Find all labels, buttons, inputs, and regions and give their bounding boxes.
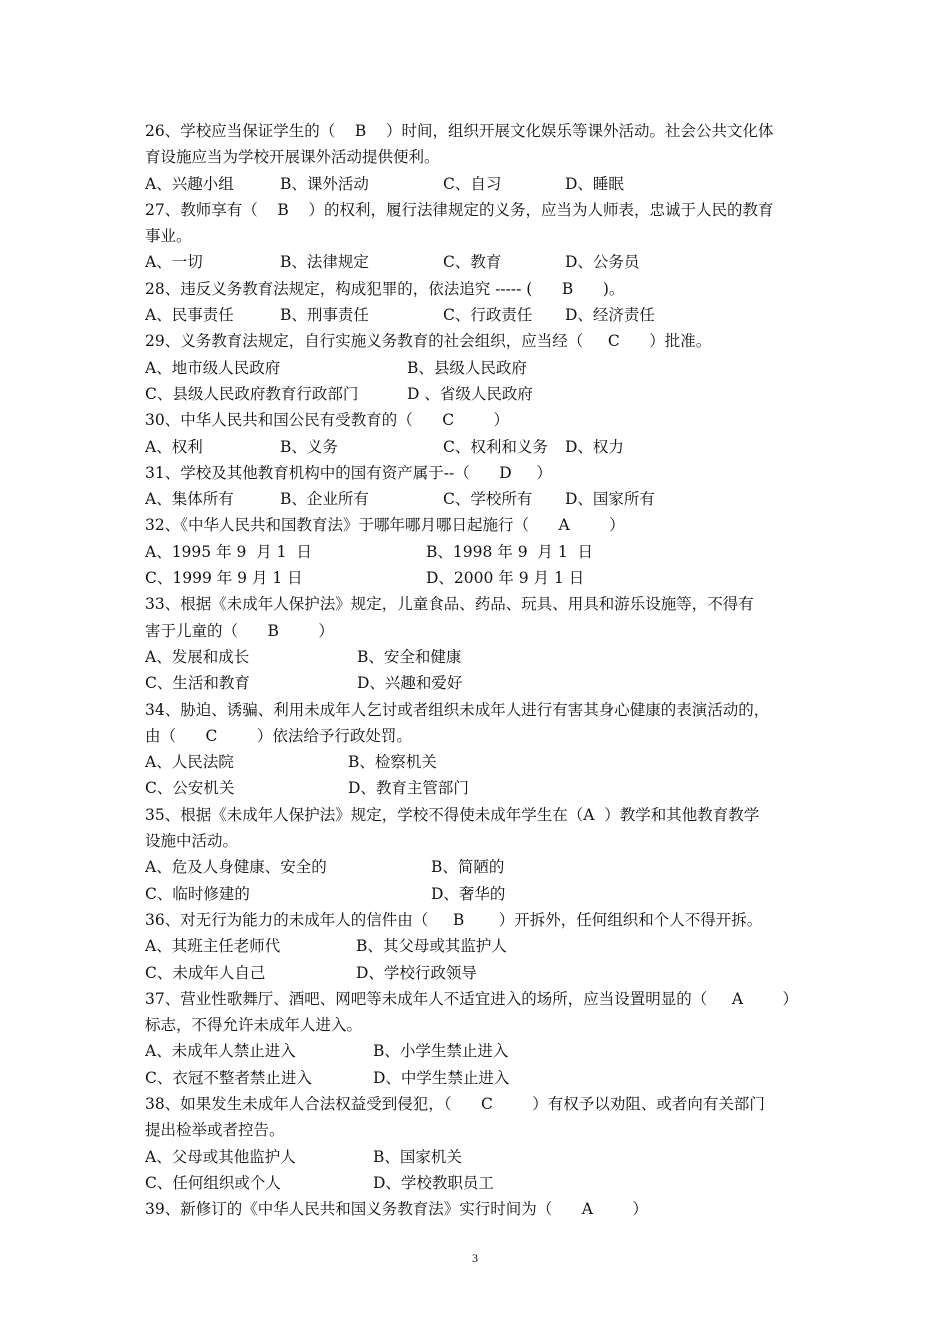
answer-option: B、其父母或其监护人: [356, 937, 507, 956]
question-stem: 33、根据《未成年人保护法》规定，儿童食品、药品、玩具、用具和游乐设施等，不得有: [145, 595, 754, 614]
answer-option: A、集体所有: [145, 490, 234, 509]
answer-option: D、学校行政领导: [356, 963, 477, 982]
answer-option: C、县级人民政府教育行政部门: [145, 384, 359, 403]
question-stem-continued: 设施中活动。: [145, 832, 239, 851]
answer-option: A、发展和成长: [145, 647, 250, 666]
question-stem-continued: 由（ C ）依法给予行政处罚。: [145, 726, 412, 745]
answer-option: D、权力: [565, 437, 624, 456]
question-stem: 31、学校及其他教育机构中的国有资产属于--（ D ）: [145, 463, 552, 482]
answer-option: A、父母或其他监护人: [145, 1147, 296, 1166]
answer-option: C、临时修建的: [145, 884, 250, 903]
question-stem: 39、新修订的《中华人民共和国义务教育法》实行时间为（ A ）: [145, 1200, 648, 1219]
option-row: [145, 960, 815, 986]
question-block: [145, 907, 815, 986]
answer-option: B、国家机关: [373, 1147, 462, 1166]
question-stem: 32、《中华人民共和国教育法》于哪年哪月哪日起施行（ A ）: [145, 516, 625, 535]
question-stem: 34、胁迫、诱骗、利用未成年人乞讨或者组织未成年人进行有害其身心健康的表演活动的，: [145, 700, 770, 719]
option-row: [145, 355, 815, 381]
question-block: [145, 697, 815, 802]
option-row: [145, 539, 815, 565]
option-row: [145, 434, 815, 460]
answer-option: D、国家所有: [565, 490, 655, 509]
option-row: [145, 644, 815, 670]
answer-option: A、地市级人民政府: [145, 358, 281, 377]
answer-option: C、教育: [443, 253, 502, 272]
option-row: [145, 775, 815, 801]
question-block: [145, 407, 815, 460]
question-stem-continued: 标志，不得允许未成年人进入。: [145, 1016, 363, 1035]
answer-option: C、学校所有: [443, 490, 533, 509]
answer-option: C、衣冠不整者禁止进入: [145, 1068, 312, 1087]
question-stem-continued: 害于儿童的（ B ）: [145, 621, 334, 640]
page-number: 3: [472, 1251, 478, 1265]
option-row: [145, 1065, 815, 1091]
answer-option: C、公安机关: [145, 779, 235, 798]
answer-option: B、安全和健康: [357, 647, 462, 666]
answer-option: A、危及人身健康、安全的: [145, 858, 327, 877]
question-stem-continued: 事业。: [145, 227, 192, 246]
answer-option: A、1995 年 9 月 1 日: [145, 542, 312, 561]
answer-option: A、一切: [145, 253, 203, 272]
question-block: [145, 460, 815, 513]
question-stem: 36、对无行为能力的未成年人的信件由（ B ）开拆外，任何组织和个人不得开拆。: [145, 910, 763, 929]
answer-option: A、兴趣小组: [145, 174, 234, 193]
question-stem-continued: 育设施应当为学校开展课外活动提供便利。: [145, 148, 440, 167]
option-row: [145, 933, 815, 959]
answer-option: B、企业所有: [280, 490, 369, 509]
answer-option: C、自习: [443, 174, 502, 193]
answer-option: B、课外活动: [280, 174, 369, 193]
question-stem: 37、营业性歌舞厅、酒吧、网吧等未成年人不适宜进入的场所，应当设置明显的（ A ）: [145, 989, 798, 1008]
option-row: [145, 854, 815, 880]
answer-option: B、法律规定: [280, 253, 369, 272]
answer-option: C、权利和义务: [443, 437, 548, 456]
answer-option: D、奢华的: [431, 884, 506, 903]
option-row: [145, 1170, 815, 1196]
answer-option: A、人民法院: [145, 753, 234, 772]
answer-option: B、义务: [280, 437, 338, 456]
question-stem: 30、中华人民共和国公民有受教育的（ C ）: [145, 411, 510, 430]
option-row: [145, 565, 815, 591]
answer-option: D、学校教职员工: [373, 1173, 494, 1192]
question-block: [145, 986, 815, 1091]
option-row: [145, 670, 815, 696]
answer-option: D、经济责任: [565, 306, 655, 325]
option-row: [145, 302, 815, 328]
question-block: [145, 1196, 815, 1222]
question-block: [145, 276, 815, 329]
question-block: [145, 512, 815, 591]
question-stem: 38、如果发生未成年人合法权益受到侵犯，（ C ）有权予以劝阻、或者向有关部门: [145, 1094, 765, 1113]
answer-option: C、行政责任: [443, 306, 533, 325]
answer-option: B、刑事责任: [280, 306, 369, 325]
answer-option: D、兴趣和爱好: [357, 674, 463, 693]
question-stem: 29、义务教育法规定，自行实施义务教育的社会组织，应当经（ C ）批准。: [145, 332, 712, 351]
answer-option: D 、省级人民政府: [407, 384, 533, 403]
option-row: [145, 1144, 815, 1170]
question-stem: 35、根据《未成年人保护法》规定，学校不得使未成年学生在（A ）教学和其他教育教学: [145, 805, 760, 824]
answer-option: D、教育主管部门: [348, 779, 469, 798]
answer-option: D、睡眠: [565, 174, 624, 193]
answer-option: B、检察机关: [348, 753, 437, 772]
answer-option: B、县级人民政府: [407, 358, 527, 377]
answer-option: C、1999 年 9 月 1 日: [145, 569, 303, 588]
answer-option: B、简陋的: [431, 858, 505, 877]
answer-option: B、小学生禁止进入: [373, 1042, 509, 1061]
option-row: [145, 1038, 815, 1064]
answer-option: C、任何组织或个人: [145, 1173, 281, 1192]
question-block: [145, 328, 815, 407]
question-list: [145, 118, 815, 1222]
option-row: [145, 749, 815, 775]
answer-option: C、未成年人自己: [145, 963, 266, 982]
answer-option: A、民事责任: [145, 306, 234, 325]
answer-option: B、1998 年 9 月 1 日: [426, 542, 594, 561]
answer-option: A、其班主任老师代: [145, 937, 281, 956]
question-block: [145, 118, 815, 197]
question-stem: 27、教师享有（ B ）的权利，履行法律规定的义务，应当为人师表，忠诚于人民的教育: [145, 200, 774, 219]
answer-option: D、2000 年 9 月 1 日: [426, 569, 585, 588]
question-block: [145, 802, 815, 907]
question-block: [145, 591, 815, 696]
question-block: [145, 1091, 815, 1196]
option-row: [145, 249, 815, 275]
option-row: [145, 381, 815, 407]
answer-option: C、生活和教育: [145, 674, 250, 693]
question-stem: 28、违反义务教育法规定，构成犯罪的，依法追究 ----- ( B )。: [145, 279, 625, 298]
answer-option: D、公务员: [565, 253, 640, 272]
answer-option: A、未成年人禁止进入: [145, 1042, 296, 1061]
option-row: [145, 171, 815, 197]
option-row: [145, 486, 815, 512]
question-stem-continued: 提出检举或者控告。: [145, 1121, 285, 1140]
answer-option: D、中学生禁止进入: [373, 1068, 510, 1087]
question-stem: 26、学校应当保证学生的（ B ）时间，组织开展文化娱乐等课外活动。社会公共文化体: [145, 122, 774, 140]
option-row: [145, 881, 815, 907]
answer-option: A、权利: [145, 437, 203, 456]
question-block: [145, 197, 815, 276]
